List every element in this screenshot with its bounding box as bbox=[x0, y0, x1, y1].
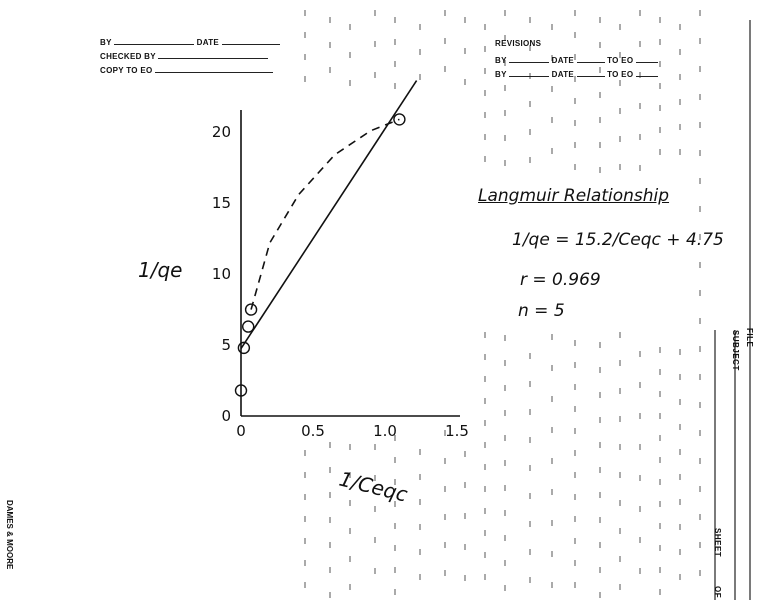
rev-date-label: DATE bbox=[551, 56, 575, 65]
rev-to-label: TO EO bbox=[607, 70, 634, 79]
chart-axes bbox=[241, 110, 460, 416]
x-tick-label: 1.5 bbox=[445, 422, 469, 440]
y-tick-label: 15 bbox=[211, 194, 231, 213]
y-tick-labels bbox=[212, 123, 231, 425]
y-tick-label: 10 bbox=[211, 265, 231, 284]
rev-date-label: DATE bbox=[551, 70, 575, 79]
fit-line bbox=[241, 81, 417, 349]
of-label: OF bbox=[713, 586, 722, 599]
curve-path bbox=[251, 119, 399, 309]
data-point bbox=[243, 321, 254, 332]
y-axis-label: 1/qe bbox=[138, 258, 183, 282]
x-tick-label: 0.5 bbox=[301, 422, 325, 440]
x-tick-label: 0 bbox=[236, 422, 246, 440]
annotation-r-value: r = 0.969 bbox=[520, 270, 601, 290]
annotation-title: Langmuir Relationship bbox=[478, 186, 670, 206]
rev-by-label: BY bbox=[495, 56, 507, 65]
date-label: DATE bbox=[196, 38, 220, 47]
rev-by-label: BY bbox=[495, 70, 507, 79]
dashed-curve bbox=[251, 119, 399, 309]
revisions-heading: REVISIONS bbox=[495, 39, 542, 48]
checked-by-label: CHECKED BY bbox=[100, 52, 156, 61]
y-tick-label: 20 bbox=[211, 123, 231, 142]
x-tick-labels bbox=[236, 422, 469, 440]
company-stamp: DAMES & MOORE bbox=[5, 500, 14, 570]
annotation-equation: 1/qe = 15.2/Ceqc + 4.75 bbox=[512, 230, 724, 250]
file-label: FILE bbox=[745, 328, 754, 348]
copy-to-label: COPY TO EO bbox=[100, 66, 153, 75]
y-tick-label: 5 bbox=[221, 336, 231, 355]
annotation-n-value: n = 5 bbox=[518, 301, 565, 321]
fit-line-path bbox=[241, 81, 417, 349]
rev-to-label: TO EO bbox=[607, 56, 634, 65]
data-points bbox=[236, 114, 405, 396]
subject-label: SUBJECT bbox=[731, 330, 740, 371]
by-label: BY bbox=[100, 38, 112, 47]
x-tick-label: 1.0 bbox=[373, 422, 397, 440]
sheet-label: SHEET bbox=[713, 528, 722, 558]
x-axis-label: 1/Ceqc bbox=[336, 466, 410, 507]
y-tick-label: 0 bbox=[221, 407, 231, 425]
